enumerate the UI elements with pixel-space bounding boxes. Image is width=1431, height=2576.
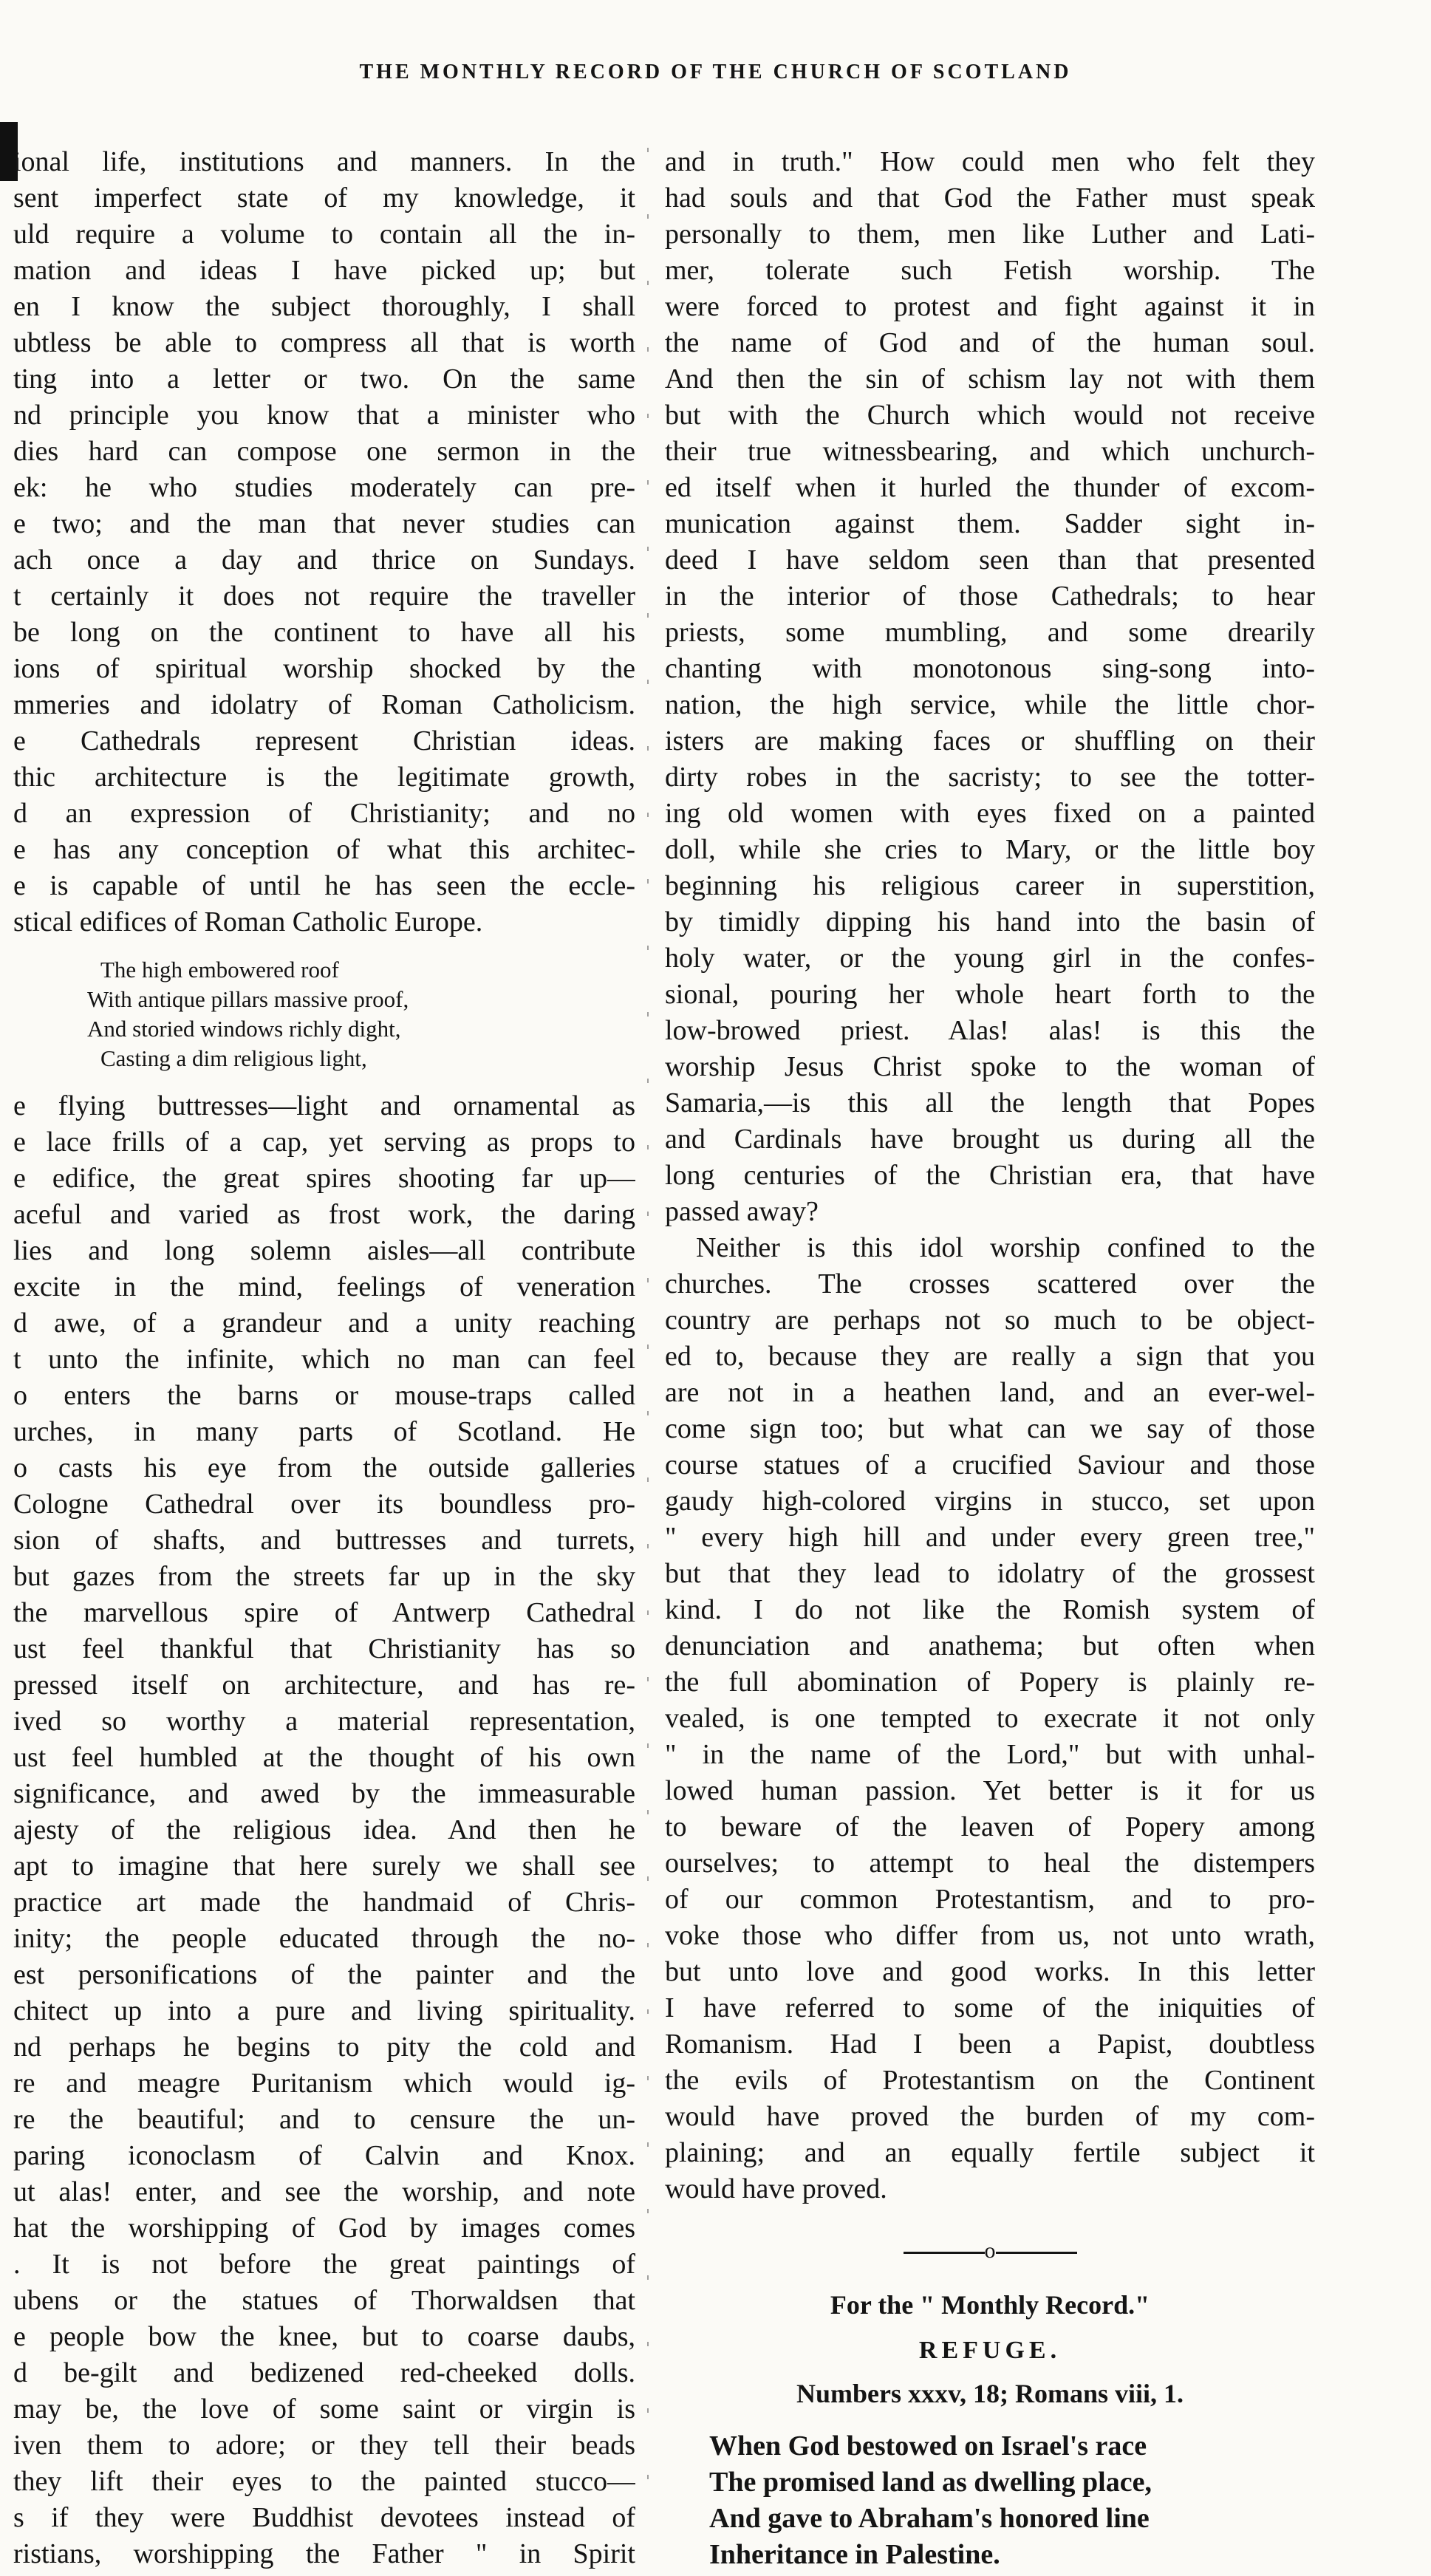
text-line: ach once a day and thrice on Sundays.: [13, 544, 635, 575]
text-line: had souls and that God the Father must speak: [665, 182, 1315, 213]
text-line: urches, in many parts of Scotland. He: [13, 1416, 635, 1447]
text-line: country are perhaps not so much to be object-: [665, 1305, 1315, 1336]
text-line: re and meagre Puritanism which would ig-: [13, 2068, 635, 2099]
text-line: significance, and awed by the immeasurable: [13, 1778, 635, 1809]
text-line: sion of shafts, and buttresses and turrets,: [13, 1525, 635, 1556]
text-line: e is capable of until he has seen the eccle-: [13, 870, 635, 901]
text-line: ut alas! enter, and see the worship, and note: [13, 2176, 635, 2207]
verse-quotation: [87, 955, 635, 1073]
text-line: nd perhaps he begins to pity the cold and: [13, 2032, 635, 2063]
text-line: Romanism. Had I been a Papist, doubtless: [665, 2029, 1315, 2060]
poem-body: [709, 2428, 1315, 2573]
text-line: d awe, of a grandeur and a unity reaching: [13, 1308, 635, 1339]
text-line: beginning his religious career in superstition,: [665, 870, 1315, 901]
text-line: doll, while she cries to Mary, or the little boy: [665, 834, 1315, 865]
text-line: chanting with monotonous sing-song into-: [665, 653, 1315, 684]
text-line: nd principle you know that a minister who: [13, 400, 635, 431]
section-ornament: [665, 2240, 1315, 2262]
text-line: they lift their eyes to the painted stucco—: [13, 2466, 635, 2497]
text-line: mmeries and idolatry of Roman Catholicism.: [13, 689, 635, 720]
text-line: apt to imagine that here surely we shall see: [13, 1851, 635, 1882]
text-line: by timidly dipping his hand into the basin of: [665, 906, 1315, 937]
text-line: en I know the subject thoroughly, I shall: [13, 291, 635, 322]
text-line: s if they were Buddhist devotees instead of: [13, 2502, 635, 2533]
page-header: THE MONTHLY RECORD OF THE CHURCH OF SCOTLAND: [359, 61, 1072, 83]
text-line: the full abomination of Popery is plainly re-: [665, 1667, 1315, 1698]
text-line: ting into a letter or two. On the same: [13, 363, 635, 394]
text-line: ived so worthy a material representation,: [13, 1706, 635, 1737]
text-line: uld require a volume to contain all the in-: [13, 219, 635, 250]
text-line: stical edifices of Roman Catholic Europe.: [13, 906, 483, 937]
text-line: long centuries of the Christian era, that have: [665, 1160, 1315, 1191]
text-line: are not in a heathen land, and an ever-wel-: [665, 1377, 1315, 1408]
text-line: mer, tolerate such Fetish worship. The: [665, 255, 1315, 286]
text-line: mation and ideas I have picked up; but: [13, 255, 635, 286]
text-line: e flying buttresses—light and ornamental as: [13, 1090, 635, 1121]
text-line: ajesty of the religious idea. And then he: [13, 1814, 635, 1845]
text-line: low-browed priest. Alas! alas! is this the: [665, 1015, 1315, 1046]
ornament-mark: o: [984, 2238, 996, 2263]
right-paragraph-2: [665, 1230, 1315, 2207]
text-line: o enters the barns or mouse-traps called: [13, 1380, 635, 1411]
left-paragraph-1: [13, 144, 635, 940]
text-line: but that they lead to idolatry of the grossest: [665, 1558, 1315, 1589]
text-line: inity; the people educated through the no-: [13, 1923, 635, 1954]
text-line: chitect up into a pure and living spirituality.: [13, 1995, 635, 2026]
text-line: e has any conception of what this architec-: [13, 834, 635, 865]
text-line: ubtless be able to compress all that is worth: [13, 327, 635, 358]
text-line: hat the worshipping of God by images comes: [13, 2213, 635, 2244]
text-line: Inheritance in Palestine.: [709, 2539, 1000, 2570]
text-line: ristians, worshipping the Father " in Spirit: [13, 2538, 635, 2569]
text-line: e people bow the knee, but to coarse daubs,: [13, 2321, 635, 2352]
text-line: isters are making faces or shuffling on their: [665, 725, 1315, 756]
text-line: voke those who differ from us, not unto wrath,: [665, 1920, 1315, 1951]
text-line: Samaria,—is this all the length that Popes: [665, 1087, 1315, 1118]
text-line: their true witnessbearing, and which unchurch-: [665, 436, 1315, 467]
text-line: With antique pillars massive proof,: [87, 986, 409, 1012]
text-line: ust feel thankful that Christianity has so: [13, 1633, 635, 1664]
text-line: e two; and the man that never studies can: [13, 508, 635, 539]
text-line: lies and long solemn aisles—all contribute: [13, 1235, 635, 1266]
poem-title: REFUGE.: [918, 2337, 1062, 2364]
column-divider: [647, 148, 649, 2512]
text-line: to beware of the leaven of Popery among: [665, 1811, 1315, 1842]
text-line: ions of spiritual worship shocked by the: [13, 653, 635, 684]
text-line: pressed itself on architecture, and has re-: [13, 1670, 635, 1701]
text-line: And then the sin of schism lay not with them: [665, 363, 1315, 394]
text-line: passed away?: [665, 1196, 819, 1227]
text-line: kind. I do not like the Romish system of: [665, 1594, 1315, 1625]
text-line: . It is not before the great paintings of: [13, 2249, 635, 2280]
text-line: sent imperfect state of my knowledge, it: [13, 182, 635, 213]
text-line: ed to, because they are really a sign that you: [665, 1341, 1315, 1372]
text-line: vealed, is one tempted to execrate it not only: [665, 1703, 1315, 1734]
text-line: d be-gilt and bedizened red-cheeked dolls.: [13, 2357, 635, 2388]
text-line: may be, the love of some saint or virgin is: [13, 2394, 635, 2425]
text-line: Casting a dim religious light,: [100, 1045, 367, 1071]
text-line: practice art made the handmaid of Chris-: [13, 1887, 635, 1918]
text-line: " in the name of the Lord," but with unhal-: [665, 1739, 1315, 1770]
text-line: but with the Church which would not receive: [665, 400, 1315, 431]
text-line: When God bestowed on Israel's race: [709, 2430, 1147, 2461]
text-line: e lace frills of a cap, yet serving as props to: [13, 1127, 635, 1158]
text-line: ek: he who studies moderately can pre-: [13, 472, 635, 503]
text-line: Cologne Cathedral over its boundless pro-: [13, 1489, 635, 1520]
text-line: ust feel humbled at the thought of his own: [13, 1742, 635, 1773]
text-line: ed itself when it hurled the thunder of excom-: [665, 472, 1315, 503]
text-line: holy water, or the young girl in the confes-: [665, 943, 1315, 974]
text-line: the marvellous spire of Antwerp Cathedral: [13, 1597, 635, 1628]
text-line: thic architecture is the legitimate growth,: [13, 762, 635, 793]
right-paragraph-1: [665, 144, 1315, 1230]
text-line: Neither is this idol worship confined to the: [696, 1232, 1315, 1263]
text-line: gaudy high-colored virgins in stucco, set upon: [665, 1486, 1315, 1517]
text-line: t unto the infinite, which no man can feel: [13, 1344, 635, 1375]
text-line: but unto love and good works. In this letter: [665, 1956, 1315, 1987]
text-line: The high embowered roof: [100, 957, 339, 983]
text-line: come sign too; but what can we say of those: [665, 1413, 1315, 1444]
text-line: And storied windows richly dight,: [87, 1016, 401, 1042]
text-line: and in truth." How could men who felt they: [665, 146, 1315, 177]
text-line: plaining; and an equally fertile subject it: [665, 2137, 1315, 2168]
text-line: munication against them. Sadder sight in-: [665, 508, 1315, 539]
text-line: would have proved the burden of my com-: [665, 2101, 1315, 2132]
text-line: paring iconoclasm of Calvin and Knox.: [13, 2140, 635, 2171]
text-line: And gave to Abraham's honored line: [709, 2503, 1150, 2534]
text-line: sional, pouring her whole heart forth to the: [665, 979, 1315, 1010]
text-line: " every high hill and under every green tree,": [665, 1522, 1315, 1553]
text-line: worship Jesus Christ spoke to the woman of: [665, 1051, 1315, 1082]
text-line: in the interior of those Cathedrals; to hear: [665, 581, 1315, 612]
text-line: excite in the mind, feelings of veneration: [13, 1271, 635, 1302]
text-line: e Cathedrals represent Christian ideas.: [13, 725, 635, 756]
text-line: denunciation and anathema; but often when: [665, 1630, 1315, 1661]
text-line: the evils of Protestantism on the Continent: [665, 2065, 1315, 2096]
right-column: [665, 144, 1315, 2573]
left-paragraph-2: [13, 1088, 635, 2572]
text-line: iven them to adore; or they tell their beads: [13, 2430, 635, 2461]
text-line: of our common Protestantism, and to pro-: [665, 1884, 1315, 1915]
text-line: priests, some mumbling, and some drearily: [665, 617, 1315, 648]
text-line: re the beautiful; and to censure the un-: [13, 2104, 635, 2135]
text-line: dirty robes in the sacristy; to see the totter-: [665, 762, 1315, 793]
text-line: o casts his eye from the outside galleries: [13, 1452, 635, 1483]
text-line: est personifications of the painter and the: [13, 1959, 635, 1990]
left-column: [13, 144, 635, 2572]
text-line: ubens or the statues of Thorwaldsen that: [13, 2285, 635, 2316]
text-line: but gazes from the streets far up in the sky: [13, 1561, 635, 1592]
ornament-bar-left: [904, 2252, 985, 2254]
text-line: t certainly it does not require the traveller: [13, 581, 635, 612]
text-line: aceful and varied as frost work, the daring: [13, 1199, 635, 1230]
text-line: deed I have seldom seen than that presented: [665, 544, 1315, 575]
text-line: churches. The crosses scattered over the: [665, 1268, 1315, 1299]
text-line: were forced to protest and fight against it in: [665, 291, 1315, 322]
poem-reference: Numbers xxxv, 18; Romans viii, 1.: [796, 2379, 1184, 2408]
text-line: d an expression of Christianity; and no: [13, 798, 635, 829]
text-line: and Cardinals have brought us during all the: [665, 1124, 1315, 1155]
text-line: personally to them, men like Luther and Lati-: [665, 219, 1315, 250]
ornament-bar-right: [996, 2252, 1077, 2254]
text-line: lowed human passion. Yet better is it for us: [665, 1775, 1315, 1806]
for-record-line: For the " Monthly Record.": [830, 2290, 1150, 2320]
text-line: nation, the high service, while the little chor-: [665, 689, 1315, 720]
text-line: ourselves; to attempt to heal the distempers: [665, 1848, 1315, 1879]
text-line: ing old women with eyes fixed on a painted: [665, 798, 1315, 829]
text-line: e edifice, the great spires shooting far up—: [13, 1163, 635, 1194]
text-line: be long on the continent to have all his: [13, 617, 635, 648]
text-line: The promised land as dwelling place,: [709, 2467, 1152, 2498]
text-line: the name of God and of the human soul.: [665, 327, 1315, 358]
text-line: ional life, institutions and manners. In the: [13, 146, 635, 177]
text-line: I have referred to some of the iniquities of: [665, 1992, 1315, 2023]
text-line: dies hard can compose one sermon in the: [13, 436, 635, 467]
text-line: would have proved.: [665, 2173, 887, 2204]
text-line: course statues of a crucified Saviour and those: [665, 1449, 1315, 1480]
